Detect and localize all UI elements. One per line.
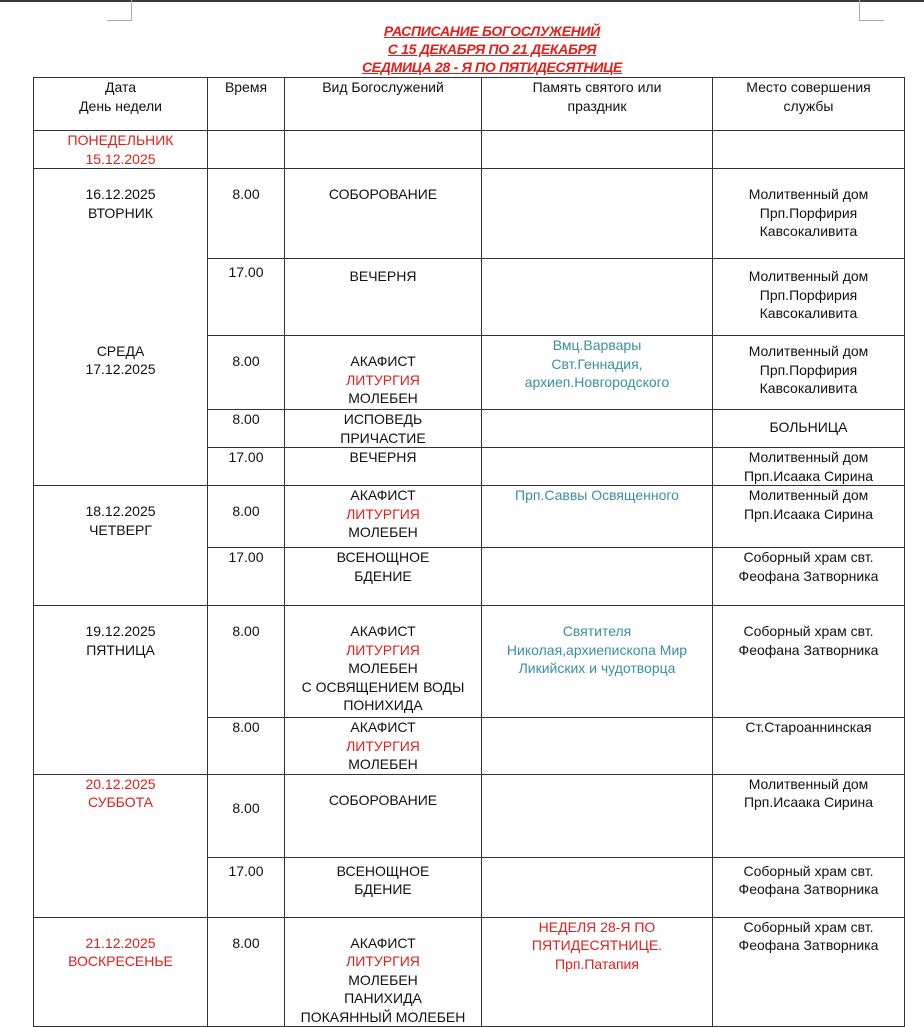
service-cell [285,336,482,410]
header-label: Место совершения [746,79,871,95]
header-label: День недели [79,97,162,114]
service-item: ПОКАЯННЫЙ МОЛЕБЕН [300,1008,466,1025]
date-line: ВТОРНИК [88,204,153,221]
service-item: МОЛЕБЕН [348,660,418,676]
time-value: 8.00 [232,623,260,639]
date-cell [34,486,208,606]
time-value: 8.00 [232,503,260,519]
date-line: ПЯТНИЦА [86,641,155,658]
service-item: ИСПОВЕДЬ [343,411,423,427]
title-line: СЕДМИЦА 28 - Я ПО ПЯТИДЕСЯТНИЦЕ [361,59,623,75]
time-cell [208,486,285,548]
service-item: ЛИТУРГИЯ [346,737,420,754]
time-cell [208,548,285,606]
table-header-row [34,78,905,131]
page-margin-mark-left [107,0,132,21]
date-line: 17.12.2025 [85,361,156,377]
time-cell [208,448,285,486]
date-line: 16.12.2025 [85,186,156,202]
memory-cell [482,606,713,718]
place-line: Соборный храм свт. [743,862,874,879]
header-label: праздник [567,97,627,114]
place-cell [713,718,905,775]
time-value: 8.00 [232,799,260,816]
service-item: ЛИТУРГИЯ [346,371,420,388]
header-memory [482,78,713,131]
header-service [285,78,482,131]
service-cell [285,606,482,718]
place-cell [713,548,905,606]
place-line: Кавсокаливита [759,380,858,396]
place-line: Молитвенный дом [748,487,869,503]
date-line: 20.12.2025 [85,775,156,792]
place-line: Соборный храм свт. [743,623,874,639]
service-item: ВЕЧЕРНЯ [349,449,417,465]
time-cell [208,410,285,448]
place-line: Прп.Порфирия [759,286,858,303]
memory-cell [482,774,713,857]
service-cell [285,131,482,169]
service-item: МОЛЕБЕН [348,971,418,988]
place-line: Феофана Затворника [738,641,879,658]
place-cell [713,336,905,410]
service-item: АКАФИСТ [350,487,416,503]
title-line: С 15 ДЕКАБРЯ ПО 21 ДЕКАБРЯ [387,41,597,57]
service-item: АКАФИСТ [350,353,416,369]
place-line: Молитвенный дом [748,775,869,792]
memory-line: Прп.Патапия [555,955,639,972]
table-row [34,774,905,857]
place-cell [713,917,905,1027]
time-cell [208,336,285,410]
header-time [208,78,285,131]
table-row [34,131,905,169]
time-cell [208,131,285,169]
service-item: АКАФИСТ [350,934,416,951]
date-cell [34,336,208,486]
service-item: БДЕНИЕ [354,881,412,897]
place-cell [713,131,905,169]
memory-cell [482,448,713,486]
service-item: ЛИТУРГИЯ [346,505,420,522]
time-value: 17.00 [228,549,264,565]
memory-cell [482,917,713,1027]
service-cell [285,410,482,448]
table-row [34,336,905,410]
date-line: ЧЕТВЕРГ [89,521,152,538]
place-cell [713,259,905,336]
service-item: ЛИТУРГИЯ [346,641,420,658]
place-line: Молитвенный дом [748,268,869,284]
memory-line: НЕДЕЛЯ 28-Я ПО [538,918,656,935]
memory-line: Прп.Саввы Освященного [515,487,679,503]
memory-cell [482,718,713,775]
time-cell [208,169,285,259]
service-item: МОЛЕБЕН [348,756,418,772]
service-cell [285,169,482,259]
time-value: 8.00 [232,353,260,369]
header-label: Дата [104,79,136,95]
service-item: СОБОРОВАНИЕ [328,791,438,808]
date-cell [34,169,208,336]
time-value: 8.00 [232,411,260,427]
place-cell [713,410,905,448]
service-item: БДЕНИЕ [354,567,412,584]
place-line: Феофана Затворника [738,937,879,953]
time-value: 8.00 [232,186,260,202]
service-cell [285,259,482,336]
table-row [34,169,905,259]
time-cell [208,606,285,718]
memory-cell [482,410,713,448]
service-cell [285,857,482,917]
header-label: службы [783,97,834,114]
document-title [0,22,924,76]
memory-cell [482,131,713,169]
memory-cell [482,857,713,917]
place-cell [713,448,905,486]
service-item: МОЛЕБЕН [348,524,418,540]
date-line: 18.12.2025 [85,503,156,519]
memory-line: ПЯТИДЕСЯТНИЦЕ. [531,937,663,953]
service-item: ВСЕНОЩНОЕ [336,862,430,879]
service-item: СОБОРОВАНИЕ [328,186,438,202]
memory-line: архиеп.Новгородского [524,374,670,390]
place-line: Молитвенный дом [748,186,869,202]
time-value: 17.00 [228,862,264,879]
header-label: Вид Богослужений [322,79,444,95]
place-cell [713,774,905,857]
date-line: ВОСКРЕСЕНЬЕ [68,953,173,969]
place-cell [713,169,905,259]
service-item: ПРИЧАСТИЕ [340,429,426,446]
service-item: МОЛЕБЕН [348,390,418,406]
time-value: 8.00 [232,934,260,951]
service-cell [285,718,482,775]
service-item: АКАФИСТ [350,719,416,735]
title-line: РАСПИСАНИЕ БОГОСЛУЖЕНИЙ [383,23,601,39]
header-date [34,78,208,131]
date-cell [34,774,208,917]
place-line: Кавсокаливита [759,223,858,239]
service-cell [285,774,482,857]
table-row [34,606,905,718]
place-line: Кавсокаливита [759,305,858,321]
place-line: Ст.Староаннинская [745,719,872,735]
time-cell [208,718,285,775]
memory-line: Вмц.Варвары [552,337,642,353]
service-item: ПОНИХИДА [343,697,423,713]
window-top-bar [0,0,924,2]
date-line: СРЕДА [96,342,145,359]
memory-line: Святителя [562,623,632,639]
date-cell [34,131,208,169]
time-value: 17.00 [228,264,264,280]
date-cell [34,917,208,1027]
time-value: 8.00 [232,719,260,735]
place-line: Феофана Затворника [738,881,879,897]
time-cell [208,857,285,917]
table-row [34,917,905,1027]
time-cell [208,917,285,1027]
place-line: Соборный храм свт. [743,549,874,565]
service-cell [285,486,482,548]
memory-line: Свт.Геннадия, [551,355,643,372]
date-line: ПОНЕДЕЛЬНИК [67,132,174,148]
memory-line: Николая,архиепископа Мир [506,641,688,658]
date-line: 19.12.2025 [85,623,156,639]
memory-cell [482,259,713,336]
service-cell [285,917,482,1027]
time-cell [208,259,285,336]
header-label: Время [224,79,268,95]
date-line: 15.12.2025 [85,150,156,167]
place-cell [713,486,905,548]
date-cell [34,606,208,775]
place-line: Феофана Затворника [738,567,879,584]
schedule-table [33,77,905,1027]
place-line: Прп.Порфирия [759,204,858,221]
memory-cell [482,548,713,606]
memory-cell [482,486,713,548]
place-line: Молитвенный дом [748,343,869,359]
service-cell [285,448,482,486]
date-line: 21.12.2025 [85,934,156,951]
place-cell [713,606,905,718]
service-item: ПАНИХИДА [344,990,422,1006]
memory-line: Ликийских и чудотворца [518,660,676,676]
date-line: СУББОТА [87,794,154,810]
service-item: АКАФИСТ [350,623,416,639]
place-line: Прп.Исаака Сирина [743,467,874,484]
time-value: 17.00 [228,449,264,465]
memory-cell [482,169,713,259]
time-cell [208,774,285,857]
header-label: Память святого или [532,79,662,95]
place-line: Молитвенный дом [748,449,869,465]
header-place [713,78,905,131]
table-row [34,486,905,548]
place-line: Соборный храм свт. [743,918,874,935]
service-item: ВЕЧЕРНЯ [349,268,417,284]
place-line: Прп.Порфирия [759,361,858,378]
place-line: БОЛЬНИЦА [769,419,848,435]
memory-cell [482,336,713,410]
service-item: ЛИТУРГИЯ [346,953,420,969]
service-item: ВСЕНОЩНОЕ [336,549,430,565]
page-margin-mark-right [859,0,884,21]
service-cell [285,548,482,606]
place-line: Прп.Исаака Сирина [743,794,874,810]
place-cell [713,857,905,917]
service-item: С ОСВЯЩЕНИЕМ ВОДЫ [301,678,465,695]
place-line: Прп.Исаака Сирина [743,505,874,522]
